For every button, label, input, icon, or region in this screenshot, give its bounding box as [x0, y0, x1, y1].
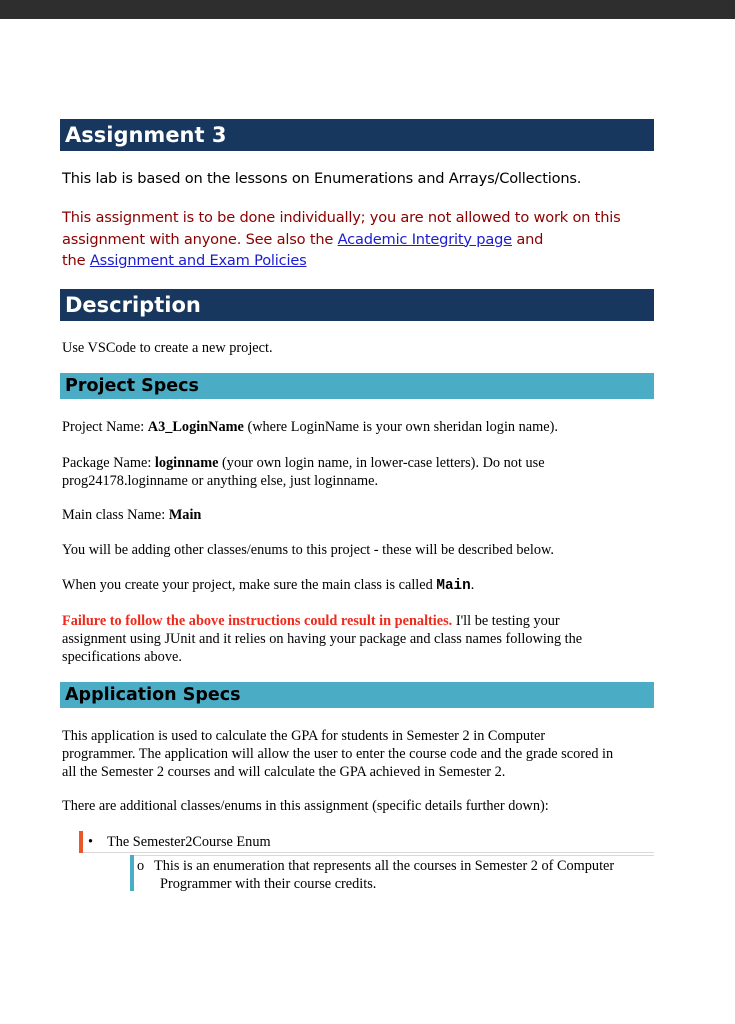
- sub-line-1: This is an enumeration that represents all the courses in Semester 2 of Computer: [154, 858, 615, 874]
- failure-rest: I'll be testing your: [455, 613, 560, 629]
- bullet-accent-bar: [79, 831, 83, 853]
- project-name-label: Project Name:: [62, 419, 145, 435]
- adding-text: You will be adding other classes/enums to this project - these will be described below.: [62, 542, 554, 558]
- integrity-line-2-text: assignment with anyone. See also the: [62, 230, 334, 248]
- sub-bullet-topline: [134, 855, 654, 856]
- intro-text: This lab is based on the lessons on Enumerations and Arrays/Collections.: [62, 170, 582, 187]
- window-top-bar: [0, 0, 735, 19]
- app-line-2: programmer. The application will allow the user to enter the course code and the grade scored in: [62, 746, 614, 762]
- bullet-item-semester2course: The Semester2Course Enum: [107, 834, 271, 850]
- sub-bullet-description: [154, 857, 654, 893]
- additional-text: There are additional classes/enums in this assignment (specific details further down):: [62, 798, 549, 814]
- package-note: (your own login name, in lower-case letters). Do not use: [222, 455, 545, 471]
- package-line-1: [62, 454, 662, 472]
- integrity-line-2: [62, 229, 621, 251]
- failure-line-2: assignment using JUnit and it relies on having your package and class names following the: [62, 631, 583, 647]
- description-title: Description: [65, 293, 201, 317]
- application-specs-banner: [60, 682, 654, 708]
- main-class-label: Main class Name:: [62, 507, 166, 523]
- period: .: [470, 577, 475, 593]
- bullet-dot: •: [88, 834, 94, 850]
- package-label: Package Name:: [62, 455, 152, 471]
- when-create-line: [62, 576, 662, 595]
- bullet-underline: [83, 852, 654, 853]
- failure-line-1: [62, 612, 662, 630]
- description-text: Use VSCode to create a new project.: [62, 340, 273, 356]
- failure-paragraph: [62, 612, 662, 666]
- description-banner: [60, 289, 654, 321]
- app-line-1: This application is used to calculate the GPA for students in Semester 2 in Computer: [62, 728, 546, 744]
- assignment-title-banner: [60, 119, 654, 151]
- project-name-note: (where LoginName is your own sheridan login name).: [247, 419, 558, 435]
- integrity-line-1: This assignment is to be done individually; you are not allowed to work on this: [62, 209, 621, 226]
- package-value: loginname: [154, 455, 219, 471]
- and-text: and: [516, 230, 544, 248]
- project-specs-banner: [60, 373, 654, 399]
- main-code: Main: [436, 578, 471, 594]
- integrity-notice: [62, 207, 621, 272]
- failure-warning: Failure to follow the above instructions could result in penalties.: [62, 613, 453, 629]
- project-name-line: [62, 418, 662, 436]
- application-paragraph: [62, 727, 662, 781]
- when-create-text: When you create your project, make sure the main class is called: [62, 577, 433, 593]
- application-specs-title: Application Specs: [65, 685, 241, 705]
- assignment-title: Assignment 3: [65, 123, 227, 147]
- sub-bullet-accent-bar: [130, 855, 134, 891]
- main-class-line: [62, 506, 662, 524]
- project-name-value: A3_LoginName: [147, 419, 244, 435]
- assignment-exam-policies-link[interactable]: Assignment and Exam Policies: [89, 252, 307, 269]
- package-line-2: prog24178.loginname or anything else, just loginname.: [62, 473, 379, 489]
- integrity-line-3: [62, 250, 621, 272]
- package-name-block: [62, 454, 662, 490]
- app-line-3: all the Semester 2 courses and will calculate the GPA achieved in Semester 2.: [62, 764, 506, 780]
- main-class-value: Main: [168, 507, 202, 523]
- academic-integrity-link[interactable]: Academic Integrity page: [337, 230, 512, 248]
- sub-bullet-marker: o: [137, 858, 145, 874]
- the-text: the: [62, 252, 86, 269]
- failure-line-3: specifications above.: [62, 649, 182, 665]
- project-specs-title: Project Specs: [65, 376, 199, 396]
- sub-line-2: Programmer with their course credits.: [160, 876, 377, 892]
